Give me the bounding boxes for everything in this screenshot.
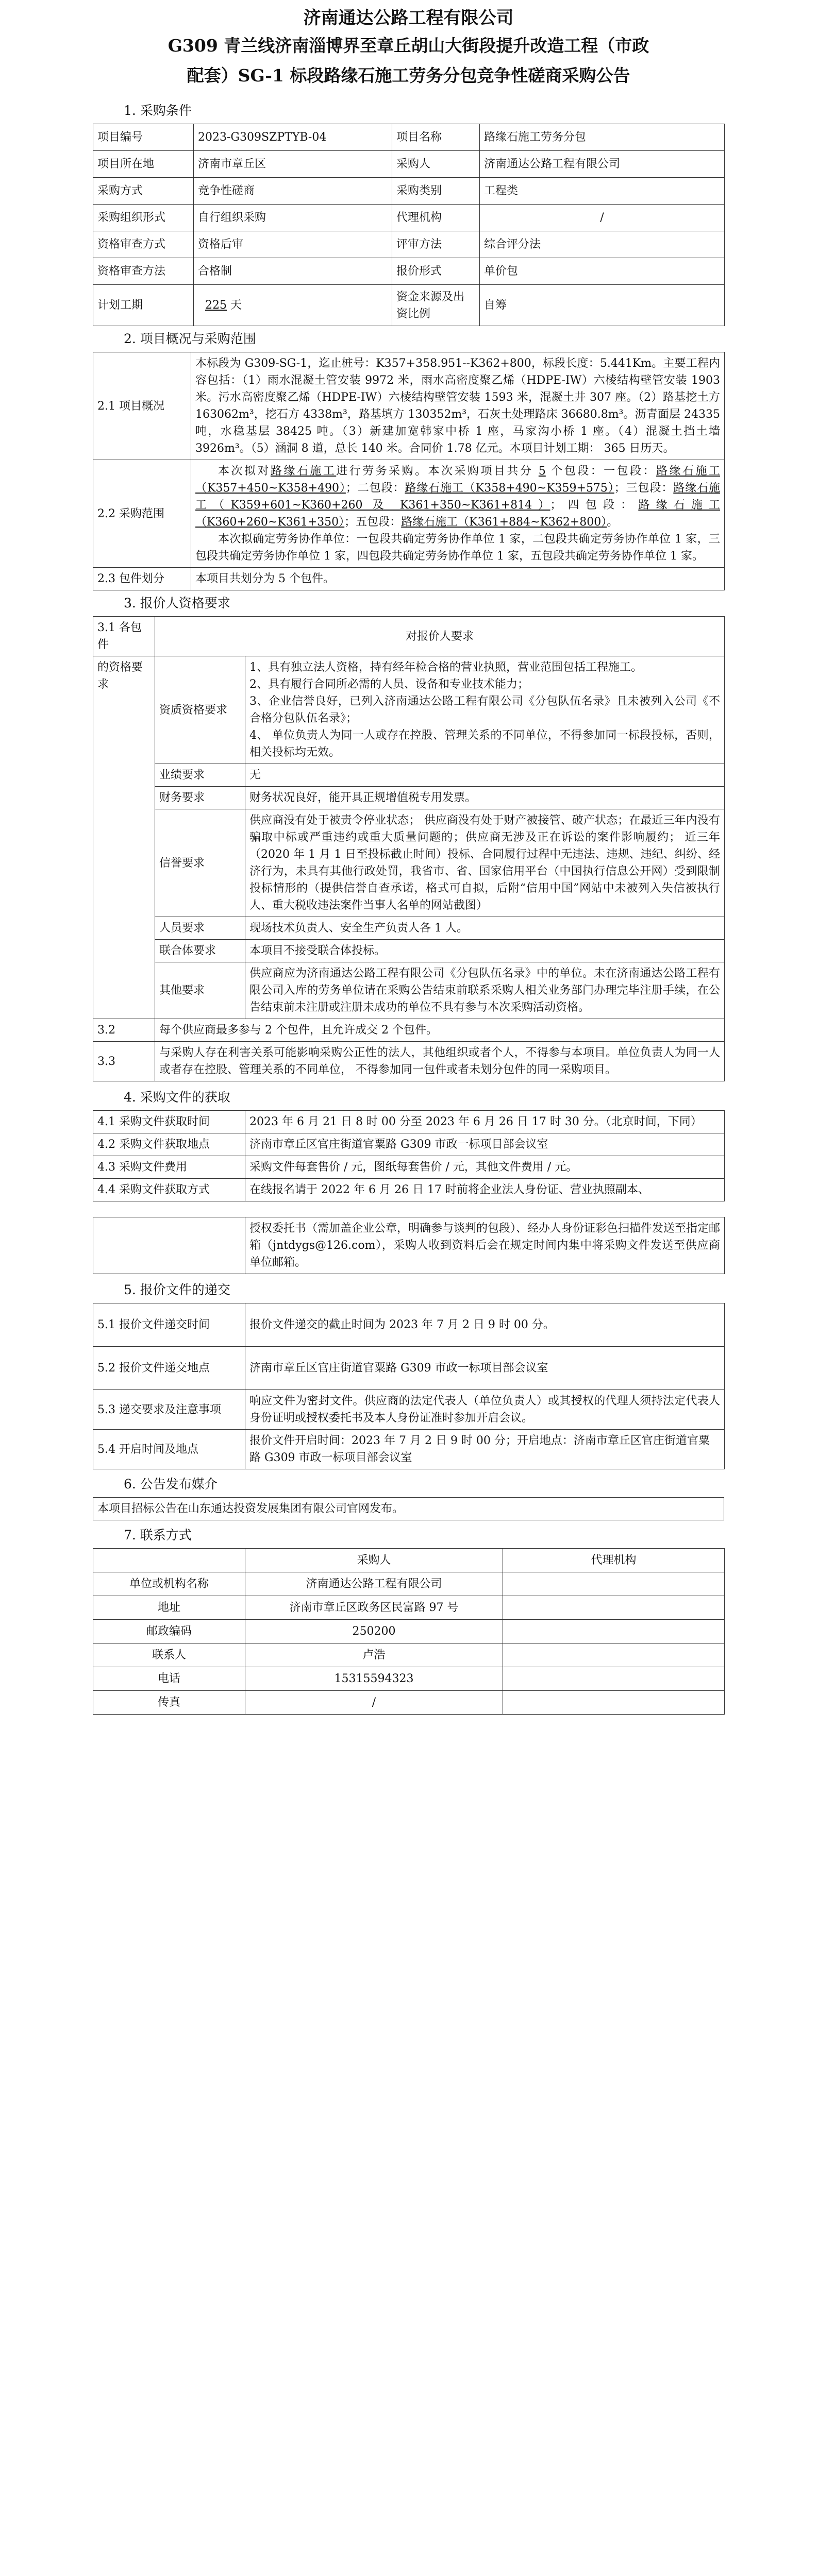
table-cell (503, 1596, 725, 1620)
table-cell: 与采购人存在利害关系可能影响采购公正性的法人，其他组织或者个人，不得参与本项目。单位负责人为同一人或者存在控股、管理关系的不同单位， 不得参加同一包件或者未划分包件的同一采购项目。 (155, 1042, 725, 1081)
table-cell: 250200 (245, 1620, 503, 1643)
table-cell: 济南市章丘区官庄街道官粟路 G309 市政一标项目部会议室 (245, 1133, 725, 1156)
table-row (93, 568, 725, 590)
requirement-item: 1、具有独立法人资格，持有经年检合格的营业执照，营业范围包括工程施工。 (249, 661, 642, 674)
table-cell: 采购类别 (392, 178, 480, 205)
submission-table (93, 1303, 725, 1469)
table-cell (194, 285, 392, 326)
table-row (93, 352, 725, 460)
table-row (93, 917, 725, 940)
table-cell: 计划工期 (93, 285, 194, 326)
scope-text: ；三包段： (614, 482, 674, 495)
table-cell: 人员要求 (155, 917, 245, 940)
document-acquisition-table (93, 1110, 725, 1201)
table-cell: 合格制 (194, 258, 392, 285)
table-cell: 济南市章丘区政务区民富路 97 号 (245, 1596, 503, 1620)
table-cell: 授权委托书（需加盖企业公章，明确参与谈判的包段）、经办人身份证彩色扫描件发送至指定邮箱（jntdygs@126.com），采购人收到资料后会在规定时间内集中将采购文件发送至供应商单位邮箱。 (245, 1217, 725, 1274)
table-cell (503, 1643, 725, 1667)
table-cell: 济南市章丘区官庄街道官粟路 G309 市政一标项目部会议室 (245, 1347, 725, 1390)
table-cell: 财务要求 (155, 787, 245, 809)
duration-value: 225 (205, 299, 227, 312)
package-5: 路缘石施工（K361+884~K362+800） (401, 516, 607, 529)
table-row (93, 285, 725, 326)
table-row (93, 151, 725, 178)
table-cell: 5.4 开启时间及地点 (93, 1430, 245, 1469)
table-cell: 卢浩 (245, 1643, 503, 1667)
table-cell: 项目名称 (392, 124, 480, 151)
package-2: 路缘石施工（K358+490~K359+575） (405, 482, 614, 495)
table-cell: 2023-G309SZPTYB-04 (194, 124, 392, 151)
table-cell (503, 1691, 725, 1715)
table-cell (503, 1620, 725, 1643)
table-row (93, 962, 725, 1019)
table-row (93, 1620, 725, 1643)
table-cell: / (480, 205, 725, 231)
table-cell: 单位或机构名称 (93, 1572, 245, 1596)
table-cell: 本项目招标公告在山东通达投资发展集团有限公司官网发布。 (93, 1498, 724, 1520)
table-cell: 5.3 递交要求及注意事项 (93, 1390, 245, 1430)
table-cell: 地址 (93, 1596, 245, 1620)
scope-text: 本次拟对 (218, 465, 271, 478)
media-table (93, 1497, 724, 1520)
qualification-table (93, 616, 725, 1081)
table-cell: 报价形式 (392, 258, 480, 285)
table-cell (503, 1667, 725, 1691)
project-overview-table (93, 352, 725, 590)
table-cell: 济南通达公路工程有限公司 (245, 1572, 503, 1596)
table-header-cell: 对报价人要求 (155, 617, 725, 656)
table-cell: 竞争性磋商 (194, 178, 392, 205)
table-row (93, 617, 725, 656)
table-row (93, 1156, 725, 1179)
table-row (93, 231, 725, 258)
table-row (93, 124, 725, 151)
table-header-cell: 代理机构 (503, 1549, 725, 1572)
package-3: 路缘石施工（K359+601~K360+260 及 K361+350~K361+814） (195, 482, 720, 512)
table-cell: 2.1 项目概况 (93, 352, 191, 460)
requirement-item: 4、 单位负责人为同一人或存在控股、管理关系的不同单位，不得参加同一标段投标，否则，相关投标均无效。 (249, 729, 721, 759)
section-7-heading: 7. 联系方式 (124, 1528, 192, 1543)
package-count: 5 (538, 465, 546, 478)
table-row (93, 1498, 724, 1520)
table-cell: 5.2 报价文件递交地点 (93, 1347, 245, 1390)
table-row (93, 1430, 725, 1469)
table-cell: 4.2 采购文件获取地点 (93, 1133, 245, 1156)
table-cell: 邮政编码 (93, 1620, 245, 1643)
table-cell (191, 460, 725, 568)
table-cell: 采购人 (392, 151, 480, 178)
duration-unit: 天 (230, 299, 242, 312)
scope-text: ；二包段： (345, 482, 405, 495)
table-cell: 业绩要求 (155, 764, 245, 787)
table-cell: 现场技术负责人、安全生产负责人各 1 人。 (245, 917, 725, 940)
table-row (93, 258, 725, 285)
requirement-item: 2、具有履行合同所必需的人员、设备和专业技术能力； (249, 678, 529, 691)
table-cell: 工程类 (480, 178, 725, 205)
table-cell: 资格审查方法 (93, 258, 194, 285)
table-cell: 评审方法 (392, 231, 480, 258)
section-2-heading: 2. 项目概况与采购范围 (124, 331, 256, 346)
table-cell: 综合评分法 (480, 231, 725, 258)
table-cell: 采购组织形式 (93, 205, 194, 231)
table-cell: 2.3 包件划分 (93, 568, 191, 590)
table-header-cell: 采购人 (245, 1549, 503, 1572)
table-cell: 无 (245, 764, 725, 787)
table-row (93, 1549, 725, 1572)
table-row (93, 1596, 725, 1620)
table-cell: 采购方式 (93, 178, 194, 205)
table-cell: 本项目不接受联合体投标。 (245, 940, 725, 962)
table-cell: 济南市章丘区 (194, 151, 392, 178)
table-cell: 本标段为 G309-SG-1，迄止桩号：K357+358.951--K362+800，标段长度：5.441Km。主要工程内容包括：（1）雨水混凝土管安装 9972 米，雨水高密度聚乙烯（HDPE-IW）六棱结构壁管安装 1903 米。污水高密度聚乙烯（HDPE-IW）六棱结构壁管安装 1593 米，混凝土井 307 座。（2）路基挖土方 163062m³，挖石方 4338m³，路基填方 130352m³，石灰土处理路床 36680.8m³。沥青面层 24335 吨，水稳基层 38425 吨。（3）新建加宽韩家中桥 1 座，马家沟小桥 1 座。（4）混凝土挡土墙 3926m³。（5）涵洞 8 道，总长 140 米。合同价 1.78 亿元。本项目计划工期： 365 日历天。 (191, 352, 725, 460)
table-row (93, 1643, 725, 1667)
table-cell: 自筹 (480, 285, 725, 326)
table-cell: 路缘石施工劳务分包 (480, 124, 725, 151)
table-row (93, 1217, 725, 1274)
table-cell: 15315594323 (245, 1667, 503, 1691)
package-4: 路缘石施工（K360+260~K361+350） (195, 499, 720, 529)
table-header-cell: 3.1 各包件 (93, 617, 155, 656)
announcement-page (93, 5, 724, 1715)
table-cell: 5.1 报价文件递交时间 (93, 1303, 245, 1347)
table-cell: 财务状况良好，能开具正规增值税专用发票。 (245, 787, 725, 809)
table-cell: 信誉要求 (155, 809, 245, 917)
table-cell: 本项目共划分为 5 个包件。 (191, 568, 725, 590)
table-row (93, 1179, 725, 1201)
scope-text: ；五包段： (344, 516, 402, 529)
table-row (93, 460, 725, 568)
table-row (93, 656, 725, 764)
table-cell: 联系人 (93, 1643, 245, 1667)
table-cell: 的资格要求 (93, 656, 155, 1019)
table-cell: 资格后审 (194, 231, 392, 258)
procurement-conditions-table (93, 124, 725, 326)
table-cell: 每个供应商最多参与 2 个包件，且允许成交 2 个包件。 (155, 1019, 725, 1042)
table-cell: 传真 (93, 1691, 245, 1715)
table-row (93, 787, 725, 809)
table-cell: 4.1 采购文件获取时间 (93, 1111, 245, 1133)
scope-paragraph (195, 463, 720, 531)
document-acquisition-continued-table (93, 1217, 725, 1274)
announcement-title-line-2: 配套）SG-1 标段路缘石施工劳务分包竞争性磋商采购公告 (187, 65, 630, 86)
table-cell: 供应商没有处于被责令停业状态； 供应商没有处于财产被接管、破产状态；在最近三年内没有骗取中标或严重违约或重大质量问题的；供应商无涉及正在诉讼的案件影响履约； 近三年（2020 年 1 月 1 日至投标截止时间）投标、合同履行过程中无违法、违规、违纪、纠纷、经济行为，未具有其他行政处罚，我省市、省、国家信用平台（中国执行信息公开网）受到限制投标情形的（提供信誉自查承诺，格式可自拟，后附“信用中国”网站中未被列入失信被执行人、重大税收违法案件当事人名单的网站截图） (245, 809, 725, 917)
section-5-heading: 5. 报价文件的递交 (124, 1282, 230, 1297)
table-row (93, 940, 725, 962)
section-6-heading: 6. 公告发布媒介 (124, 1477, 218, 1492)
table-cell: 2023 年 6 月 21 日 8 时 00 分至 2023 年 6 月 26 日 17 时 30 分。（北京时间，下同） (245, 1111, 725, 1133)
table-row (93, 1019, 725, 1042)
table-cell: 3.2 (93, 1019, 155, 1042)
table-cell: 资金来源及出资比例 (392, 285, 480, 326)
table-cell: 其他要求 (155, 962, 245, 1019)
table-cell: 自行组织采购 (194, 205, 392, 231)
table-row (93, 205, 725, 231)
table-cell: 采购文件每套售价 / 元，图纸每套售价 / 元，其他文件费用 / 元。 (245, 1156, 725, 1179)
table-cell (93, 1217, 245, 1274)
table-cell: 响应文件为密封文件。供应商的法定代表人（单位负责人）或其授权的代理人须持法定代表人身份证明或授权委托书及本人身份证准时参加开启会议。 (245, 1390, 725, 1430)
table-row (93, 809, 725, 917)
table-cell: 资格审查方式 (93, 231, 194, 258)
table-row (93, 764, 725, 787)
contact-table (93, 1548, 725, 1715)
scope-paragraph-2: 本次拟确定劳务协作单位：一包段共确定劳务协作单位 1 家，二包段共确定劳务协作单位 1 家，三包段共确定劳务协作单位 1 家，四包段共确定劳务协作单位 1 家，五包段共确定劳务协作单位 1 家。 (195, 533, 720, 563)
scope-work-name: 路缘石施工 (270, 465, 337, 478)
table-row (93, 178, 725, 205)
table-row (93, 1111, 725, 1133)
table-row (93, 1667, 725, 1691)
table-row (93, 1390, 725, 1430)
scope-text: 。 (607, 516, 619, 529)
scope-text: 进行劳务采购。本次采购项目共分 (336, 465, 539, 478)
scope-text: ；四包段： (550, 499, 639, 512)
table-cell: 3.3 (93, 1042, 155, 1081)
table-cell: 在线报名请于 2022 年 6 月 26 日 17 时前将企业法人身份证、营业执照副本、 (245, 1179, 725, 1201)
table-row (93, 1042, 725, 1081)
table-cell: 电话 (93, 1667, 245, 1691)
table-cell: 项目编号 (93, 124, 194, 151)
package-1: 路缘石施工（K357+450~K358+490） (195, 465, 720, 495)
table-cell: 报价文件开启时间：2023 年 7 月 2 日 9 时 00 分；开启地点：济南市章丘区官庄街道官粟路 G309 市政一标项目部会议室 (245, 1430, 725, 1469)
announcement-title-line-1: G309 青兰线济南淄博界至章丘胡山大街段提升改造工程（市政 (168, 36, 649, 56)
scope-text: 个包段：一包段： (545, 465, 657, 478)
table-row (93, 1691, 725, 1715)
table-cell: 单价包 (480, 258, 725, 285)
table-row (93, 1347, 725, 1390)
section-1-heading: 1. 采购条件 (124, 103, 192, 118)
table-cell: 报价文件递交的截止时间为 2023 年 7 月 2 日 9 时 00 分。 (245, 1303, 725, 1347)
company-name: 济南通达公路工程有限公司 (303, 8, 514, 28)
table-cell: 资质资格要求 (155, 656, 245, 764)
requirement-item: 3、企业信誉良好，已列入济南通达公路工程有限公司《分包队伍名录》且未被列入公司《不合格分包队伍名录》； (249, 695, 721, 725)
table-cell: / (245, 1691, 503, 1715)
section-3-heading: 3. 报价人资格要求 (124, 596, 230, 611)
table-cell: 代理机构 (392, 205, 480, 231)
table-cell: 联合体要求 (155, 940, 245, 962)
table-cell: 4.3 采购文件费用 (93, 1156, 245, 1179)
table-row (93, 1303, 725, 1347)
table-cell: 2.2 采购范围 (93, 460, 191, 568)
table-cell: 4.4 采购文件获取方式 (93, 1179, 245, 1201)
table-row (93, 1572, 725, 1596)
table-cell: 项目所在地 (93, 151, 194, 178)
table-row (93, 1133, 725, 1156)
table-cell: 济南通达公路工程有限公司 (480, 151, 725, 178)
table-cell (503, 1572, 725, 1596)
table-cell (245, 656, 725, 764)
section-4-heading: 4. 采购文件的获取 (124, 1090, 230, 1105)
table-cell: 供应商应为济南通达公路工程有限公司《分包队伍名录》中的单位。未在济南通达公路工程有限公司入库的劳务单位请在采购公告结束前联系采购人相关业务部门办理完毕注册手续，在公告结束前未注册或注册未成功的单位不具有参与本次采购活动资格。 (245, 962, 725, 1019)
table-cell (93, 1549, 245, 1572)
